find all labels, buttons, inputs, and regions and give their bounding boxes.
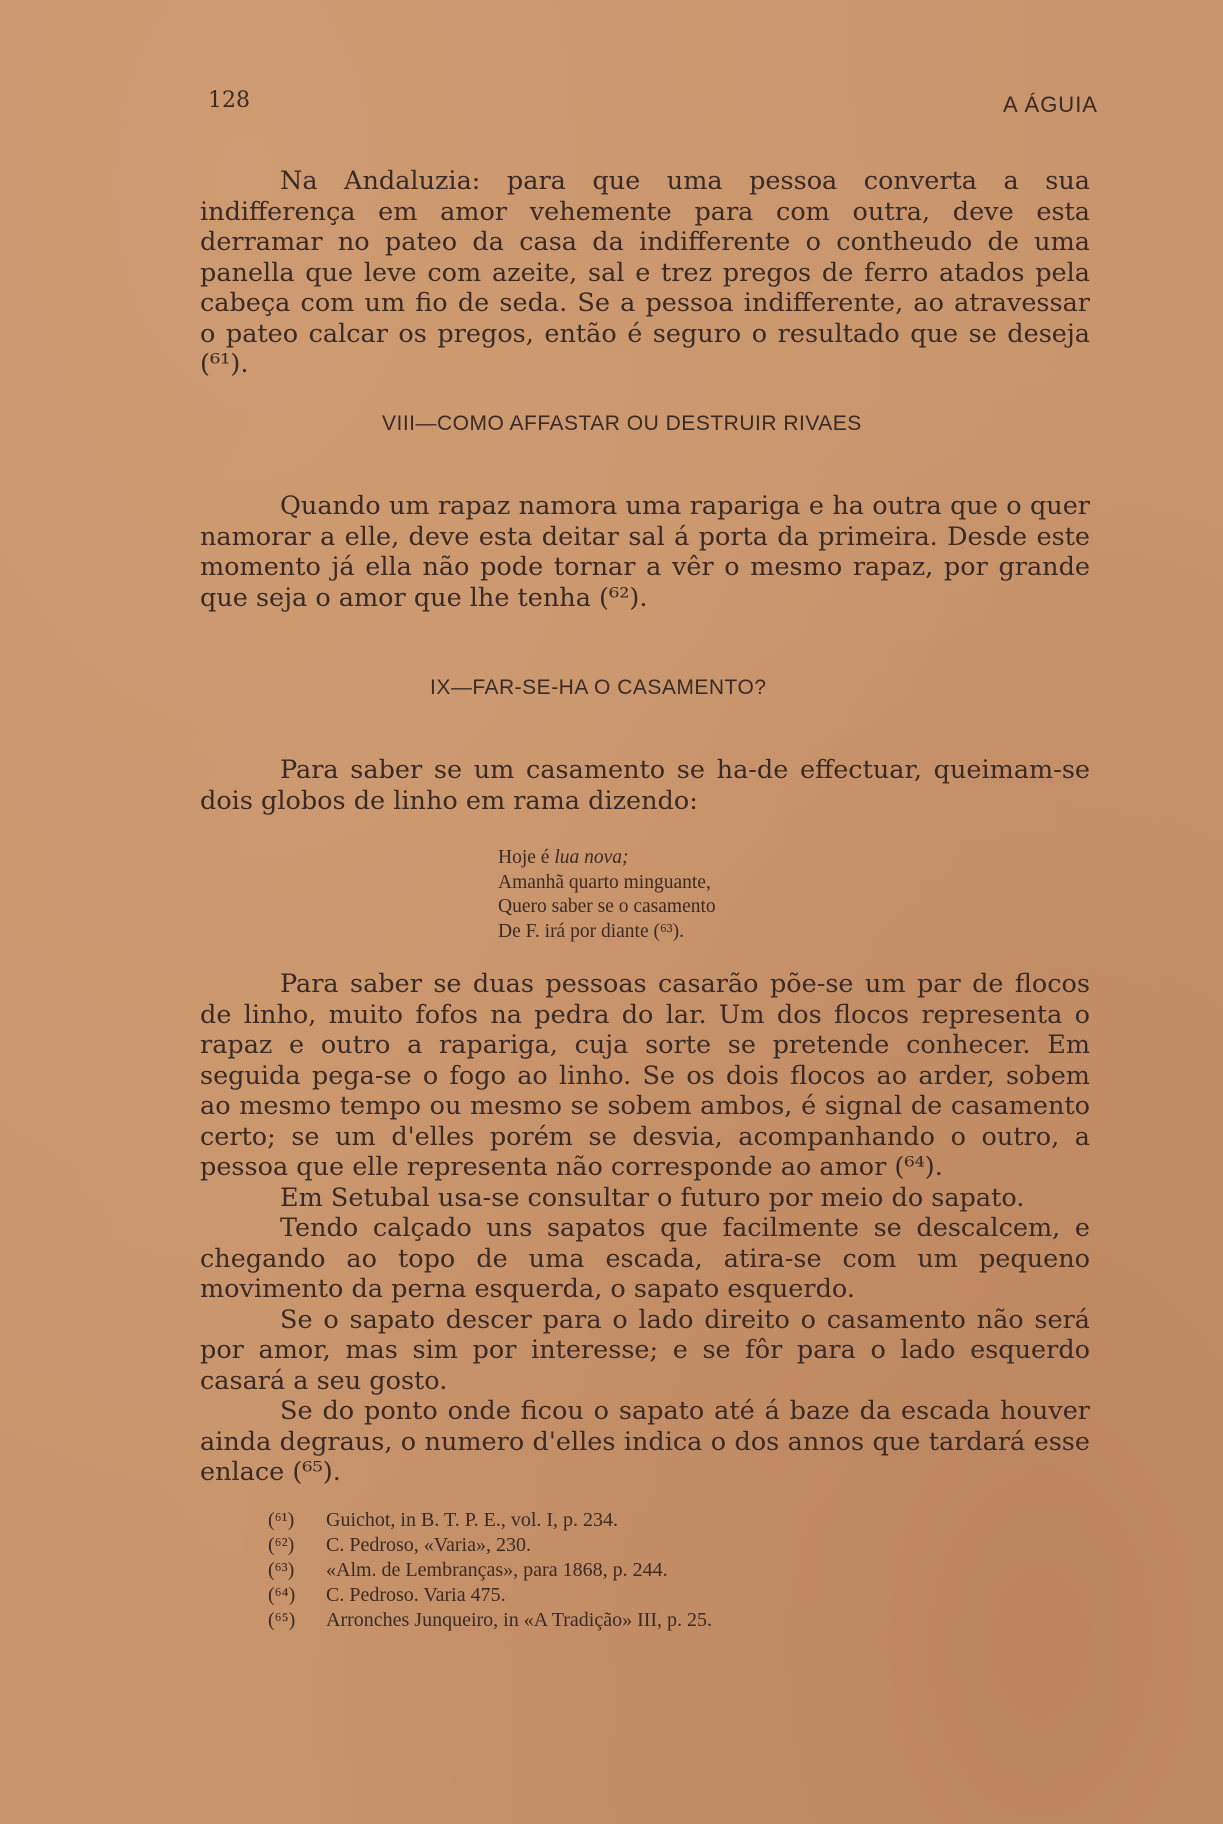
paragraph-text: Para saber se duas pessoas casarão põe-se um par de flocos de linho, muito fofos na pedra do lar. Um dos flocos representa o rapaz e outro a rapariga, cuja sorte se pretende conhecer. Em seguida pega-se o fogo ao linho. Se os dois flocos ao arder, sobem ao mesmo tempo ou mesmo se sobem ambos, é signal de casamento certo; se um d'elles porém se desvia, acompanhando o outro, a pessoa que elle representa não corresponde ao amor (⁶⁴). <box>200 969 1090 1182</box>
paragraph-text: Quando um rapaz namora uma rapariga e ha outra que o quer namorar a elle, deve esta deitar sal á porta da primeira. Desde este momento já ella não pode tornar a vêr o mesmo rapaz, por grande que seja o amor que lhe tenha (⁶²). <box>200 491 1090 613</box>
footnote: (⁶⁴) C. Pedroso. Varia 475. <box>268 1584 506 1606</box>
section-heading-ix: IX—FAR-SE-HA O CASAMENTO? <box>430 676 767 699</box>
paragraph-text: Se do ponto onde ficou o sapato até á baze da escada houver ainda degraus, o numero d'elles indica o dos annos que tardará esse enlace (⁶⁵). <box>200 1396 1090 1487</box>
footnote: (⁶⁵) Arronches Junqueiro, in «A Tradição» III, p. 25. <box>268 1609 713 1631</box>
paragraph-text: Para saber se um casamento se ha-de effectuar, queimam-se dois globos de linho em rama dizendo: <box>200 755 1090 816</box>
paragraph-rivaes <box>200 491 1090 613</box>
verse-line: Amanhã quarto minguante, <box>498 871 711 893</box>
section-heading-viii: VIII—COMO AFFASTAR OU DESTRUIR RIVAES <box>382 412 862 435</box>
verse-line: Quero saber se o casamento <box>498 896 716 917</box>
paragraph-andaluzia <box>200 166 1090 380</box>
paragraph-text: Se o sapato descer para o lado direito o casamento não será por amor, mas sim por interesse; e se fôr para o lado esquerdo casará a seu gosto. <box>200 1304 1090 1396</box>
footnote: (⁶¹) Guichot, in B. T. P. E., vol. I, p. 234. <box>268 1509 619 1531</box>
page-header <box>208 88 1098 118</box>
running-title: A ÁGUIA <box>1002 92 1098 117</box>
footnote: (⁶²) C. Pedroso, «Varia», 230. <box>268 1534 531 1556</box>
paragraph-globos-linho <box>200 755 1090 816</box>
footnote: (⁶³) «Alm. de Lembranças», para 1868, p. 244. <box>268 1559 668 1581</box>
verse-line: Hoje é lua nova; <box>498 847 629 868</box>
verse-line: De F. irá por diante (⁶³). <box>498 920 684 942</box>
paragraph-flocos-and-sapato <box>200 969 1090 1488</box>
paragraph-text: Tendo calçado uns sapatos que facilmente se descalcem, e chegando ao topo de uma escada, atira-se com um pequeno movimento da perna esquerda, o sapato esquerdo. <box>200 1213 1090 1304</box>
paragraph-text: Na Andaluzia: para que uma pessoa converta a sua indifferença em amor vehemente para com outra, deve esta derramar no pateo da casa da indifferente o contheudo de uma panella que leve com azeite, sal e trez pregos de ferro atados pela cabeça com um fio de seda. Se a pessoa indifferente, ao atravessar o pateo calcar os pregos, então é seguro o resultado que se deseja (⁶¹). <box>200 166 1090 379</box>
footnotes <box>268 1508 712 1633</box>
paragraph-text: Em Setubal usa-se consultar o futuro por meio do sapato. <box>280 1182 1025 1213</box>
page-number: 128 <box>208 88 250 113</box>
verse-block <box>498 846 716 944</box>
